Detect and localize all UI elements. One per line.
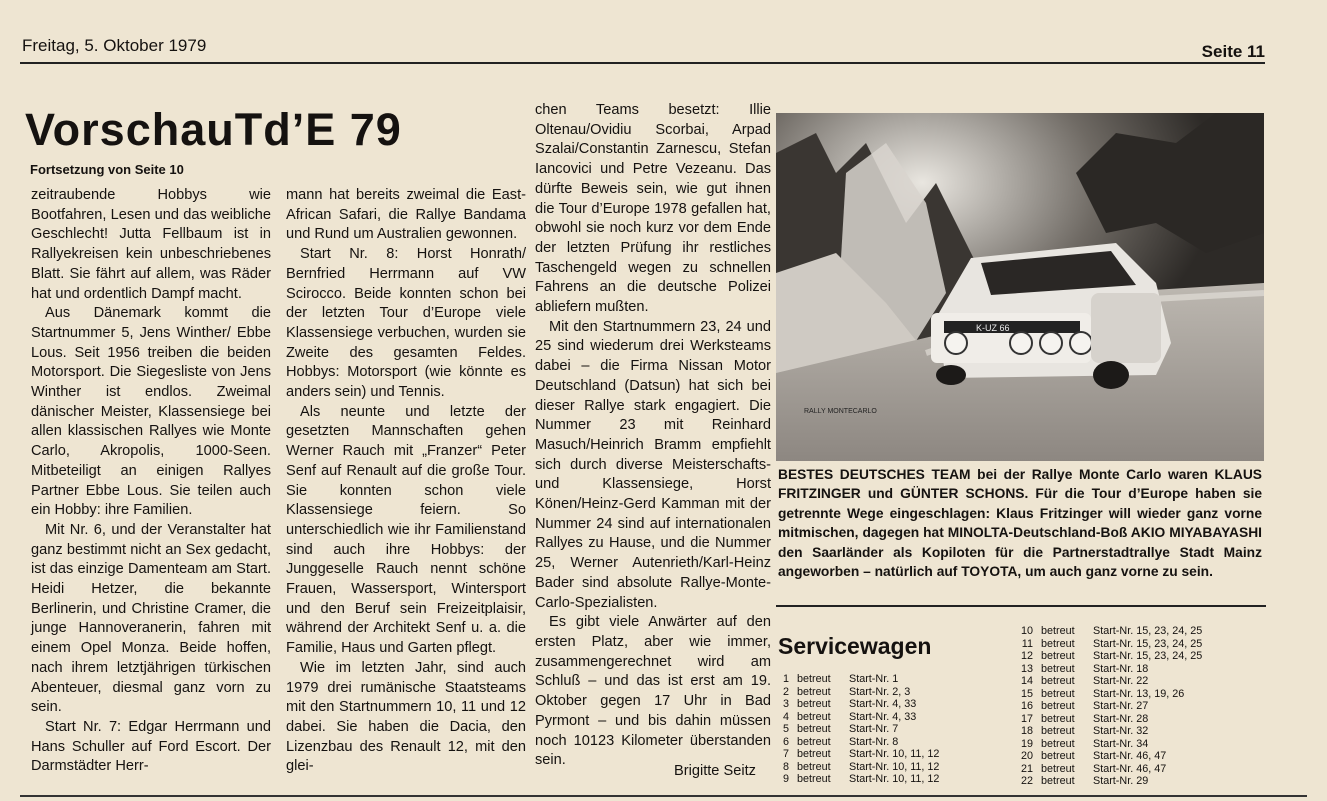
service-number: 10	[1020, 625, 1033, 637]
service-number: 22	[1020, 775, 1033, 787]
service-row	[1015, 775, 1202, 788]
start-numbers: Start-Nr. 10, 11, 12	[849, 760, 940, 773]
paragraph: Mit den Startnummern 23, 24 und 25 sind wiederum drei Werksteams dabei – die Firma Nissan Motor Deutschland (Datsun) hat sich bei dieser Rallye stark engagiert. Die Nummer 23 mit Reinhard Masuch/Heinrich Bramm empfiehlt sich durch diverse Meisterschafts- und Klassensiege, Horst Könen/Heinz-Gerd Kamman mit der Nummer 24 sind auf internationalen Rallyes zu Hause, und die Nummer 25, Werner Autenrieth/Karl-Heinz Bader sind absolute Rallye-Monte-Carlo-Spezialisten.	[535, 318, 771, 611]
service-label: betreut	[797, 760, 831, 773]
start-numbers: Start-Nr. 7	[849, 723, 899, 735]
service-label: betreut	[1041, 712, 1075, 725]
service-number: 2	[782, 685, 789, 698]
paragraph: Start Nr. 7: Edgar Herrmann und Hans Schuller auf Ford Escort. Der Darmstädter Herr-	[31, 718, 271, 775]
start-numbers: Start-Nr. 13, 19, 26	[1093, 687, 1185, 700]
footer-rule	[20, 795, 1307, 797]
start-numbers: Start-Nr. 29	[1093, 775, 1149, 787]
service-label: betreut	[797, 710, 831, 723]
start-numbers: Start-Nr. 34	[1093, 737, 1149, 750]
service-row	[771, 748, 939, 761]
service-number: 17	[1020, 712, 1033, 725]
article-column-3	[535, 101, 771, 771]
paragraph: mann hat bereits zweimal die East-African Safari, die Rallye Bandama und Rund um Australien gewonnen.	[286, 187, 526, 243]
service-label: betreut	[1041, 700, 1075, 712]
service-label: betreut	[797, 673, 831, 685]
paragraph: Mit Nr. 6, und der Veranstalter hat ganz bestimmt nicht an Sex gedacht, ist das einzige Damenteam am Start. Heidi Hetzer, die bekannte Berlinerin, und Christine Cramer, die junge Hannoveranerin, fahren mit einem Opel Monza. Beide hoffen, nach ihrem letztjährigen türkischen Abenteuer, diesmal ganz vorn zu sein.	[31, 521, 271, 716]
service-row	[771, 698, 939, 711]
start-numbers: Start-Nr. 4, 33	[849, 698, 917, 710]
service-list-right	[1015, 625, 1202, 788]
service-label: betreut	[1041, 675, 1075, 687]
service-number: 5	[782, 723, 789, 735]
service-row	[771, 711, 939, 724]
service-number: 7	[782, 748, 789, 760]
service-label: betreut	[1041, 775, 1075, 787]
page-number: Seite 11	[1201, 42, 1265, 61]
service-row	[1015, 625, 1202, 638]
service-label: betreut	[1041, 750, 1075, 762]
paragraph: Aus Dänemark kommt die Startnummer 5, Jens Winther/ Ebbe Lous. Seit 1956 treiben die beiden Motorsport. Die Siegesliste von Jens Winther ist endlos. Zweimal dänischer Meister, Klassensiege bei allen klassischen Rallyes wie Monte Carlo, Akropolis, 1000-Seen. Mitbeteiligt an einigen Rallyes Partner Ebbe Lous. Sie teilen auch ein Hobby: ihre Familien.	[31, 305, 271, 519]
service-label: betreut	[1041, 687, 1075, 700]
service-row	[771, 761, 939, 774]
service-number: 15	[1020, 687, 1033, 700]
service-row	[1015, 713, 1202, 726]
service-number: 6	[782, 735, 789, 748]
service-number: 16	[1020, 700, 1033, 712]
start-numbers: Start-Nr. 46, 47	[1093, 750, 1167, 762]
service-number: 8	[782, 760, 789, 773]
service-label: betreut	[797, 735, 831, 748]
service-number: 13	[1020, 662, 1033, 675]
start-numbers: Start-Nr. 22	[1093, 675, 1149, 687]
start-numbers: Start-Nr. 15, 23, 24, 25	[1093, 650, 1203, 662]
rally-car-photo	[776, 113, 1264, 461]
service-row	[1015, 675, 1202, 688]
service-row	[1015, 663, 1202, 676]
paragraph: chen Teams besetzt: Illie Oltenau/Ovidiu Scorbai, Arpad Szalai/Constantin Zarnescu, Stefan Iancovici und Petre Vezeanu. Das dürfte Beweis sein, wie gut ihnen die Tour d’Europe 1978 gefallen hat, obwohl sie noch kurz vor dem Ende der letzten Prüfung ihr restliches Taschengeld wegen zu schnellen Fahrens an die deutsche Polizei abliefern mußten.	[535, 102, 771, 316]
service-number: 21	[1020, 762, 1033, 775]
service-label: betreut	[1041, 725, 1075, 737]
service-row	[771, 773, 939, 786]
continuation-note: Fortsetzung von Seite 10	[30, 162, 184, 177]
start-numbers: Start-Nr. 15, 23, 24, 25	[1093, 625, 1203, 637]
service-row	[1015, 763, 1202, 776]
article-column-1	[31, 186, 271, 777]
headline: VorschauTd’E 79	[25, 104, 402, 155]
service-number: 20	[1020, 750, 1033, 762]
service-row	[1015, 700, 1202, 713]
service-row	[1015, 650, 1202, 663]
start-numbers: Start-Nr. 1	[849, 673, 899, 685]
section-rule	[776, 605, 1266, 607]
service-number: 12	[1020, 650, 1033, 662]
start-numbers: Start-Nr. 10, 11, 12	[849, 748, 940, 760]
photo-caption: BESTES DEUTSCHES TEAM bei der Rallye Monte Carlo waren KLAUS FRITZINGER und GÜNTER SCHONS. Für die Tour d’Europe haben sie getrennte Wege eingeschlagen: Klaus Fritzinger will wieder ganz vorne mitmischen, dagegen hat MINOLTA-Deutschland-Boß AKIO MIYABAYASHI den Saarländer als Kopiloten für die Partnerstadtrallye Stadt Mainz angeworben – natürlich auf TOYOTA, um auch ganz vorne zu sein.	[778, 467, 1262, 580]
rally-badge: RALLY MONTECARLO	[804, 408, 877, 415]
service-label: betreut	[797, 685, 831, 698]
start-numbers: Start-Nr. 4, 33	[849, 710, 917, 723]
start-numbers: Start-Nr. 8	[849, 735, 899, 748]
service-row	[771, 723, 939, 736]
paragraph: Wie im letzten Jahr, sind auch 1979 drei rumänische Staatsteams mit den Startnummern 10, 11 und 12 dabei. Sie haben die Dacia, den Lizenzbau des Renault 12, mit den glei-	[286, 659, 526, 775]
issue-date: Freitag, 5. Oktober 1979	[22, 36, 207, 55]
header-rule	[20, 62, 1265, 64]
service-label: betreut	[1041, 662, 1075, 675]
start-numbers: Start-Nr. 10, 11, 12	[849, 773, 940, 785]
paragraph: Es gibt viele Anwärter auf den ersten Platz, aber wie immer, zusammengerechnet wird am Schluß – und das ist erst am 19. Oktober gegen 17 Uhr in Bad Pyrmont – und bis dahin müssen noch 10123 Kilometer überstanden sein.	[535, 614, 771, 769]
start-numbers: Start-Nr. 46, 47	[1093, 762, 1167, 775]
service-number: 3	[782, 698, 789, 710]
service-row	[771, 673, 939, 686]
paragraph: Start Nr. 8: Horst Honrath/ Bernfried Herrmann auf VW Scirocco. Beide konnten schon bei der letzten Tour d’Europe viele Klassensiege verbuchen, wurden sie Zweite des gesamten Feldes. Hobbys: Motorsport (wie könnte es anders sein) und Tennis.	[286, 246, 526, 401]
service-row	[1015, 750, 1202, 763]
service-row	[1015, 638, 1202, 651]
service-label: betreut	[1041, 625, 1075, 637]
service-label: betreut	[797, 723, 831, 735]
service-label: betreut	[1041, 637, 1075, 650]
service-label: betreut	[797, 773, 831, 785]
author-byline: Brigitte Seitz	[674, 763, 756, 779]
paragraph: Als neunte und letzte der gesetzten Mannschaften gehen Werner Rauch mit „Franzer“ Peter Senf auf Renault auf die große Tour. Sie konnten schon viele Klassensiege feiern. So unterschiedlich wie ihr Familienstand sind auch ihre Hobbys: der Junggeselle Rauch nennt schöne Frauen, Wassersport, Wintersport und den Beruf sein Freizeitplaisir, während der Architekt Senf u. a. die Familie, Haus und Garten pflegt.	[286, 403, 526, 657]
service-label: betreut	[797, 748, 831, 760]
service-row	[1015, 725, 1202, 738]
start-numbers: Start-Nr. 32	[1093, 725, 1149, 737]
start-numbers: Start-Nr. 2, 3	[849, 685, 911, 698]
service-number: 4	[782, 710, 789, 723]
start-numbers: Start-Nr. 18	[1093, 662, 1149, 675]
service-title: Servicewagen	[778, 633, 932, 659]
service-number: 11	[1021, 637, 1033, 650]
service-number: 19	[1020, 737, 1033, 750]
article-column-2	[286, 186, 526, 777]
service-row	[771, 686, 939, 699]
service-number: 14	[1020, 675, 1033, 687]
service-label: betreut	[797, 698, 831, 710]
start-numbers: Start-Nr. 15, 23, 24, 25	[1093, 637, 1203, 650]
license-plate: K-UZ 66	[976, 323, 1010, 333]
service-row	[771, 736, 939, 749]
service-list-left	[771, 673, 939, 786]
service-number: 1	[782, 673, 789, 685]
start-numbers: Start-Nr. 28	[1093, 712, 1149, 725]
rally-car-image	[776, 113, 1264, 461]
service-row	[1015, 688, 1202, 701]
service-number: 18	[1020, 725, 1033, 737]
service-number: 9	[782, 773, 789, 785]
service-label: betreut	[1041, 650, 1075, 662]
service-row	[1015, 738, 1202, 751]
start-numbers: Start-Nr. 27	[1093, 700, 1149, 712]
rally-car	[931, 243, 1171, 389]
paragraph: zeitraubende Hobbys wie Bootfahren, Lesen und das weibliche Geschlecht! Jutta Fellbaum ist in Rallyekreisen kein unbeschriebenes Blatt. Sie fährt auf allem, was Räder hat und ordentlich Dampf macht.	[31, 187, 271, 302]
service-label: betreut	[1041, 762, 1075, 775]
service-label: betreut	[1041, 737, 1075, 750]
